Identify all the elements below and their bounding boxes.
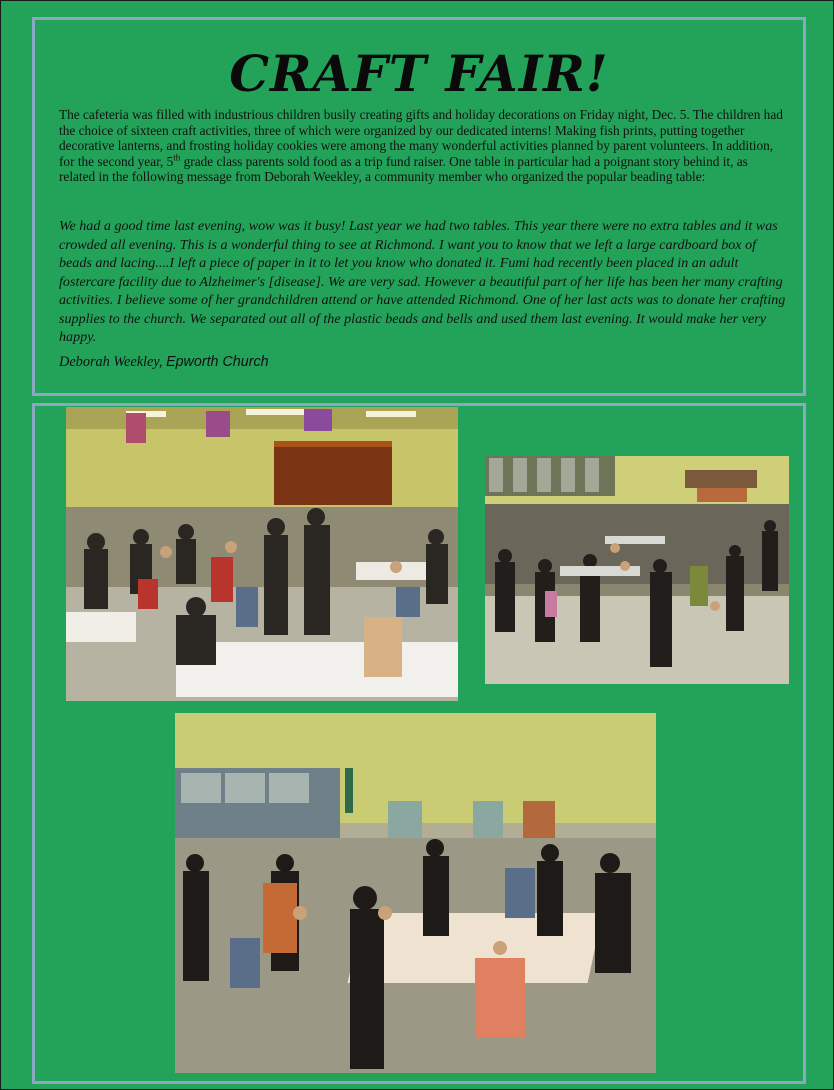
quote-paragraph: We had a good time last evening, wow was it busy! Last year we had two tables. This year there were no extra tables and it was crowded all evening. This is a wonderful thing to see at Richmond. I want you to know that we left a large cardboard box of beads and lacing....I left a piece of paper in it to let you know who donated it. Fumi had recently been placed in an adult fostercare facility due to Alzheimer's [disease]. We are very sad. However a beautiful part of her life has been her many crafting activities. I believe some of her grandchildren attend or have attended Richmond. One of her last acts was to donate her crafting supplies to the church. We separated out all of the plastic beads and bells and used them last evening. It would make her very happy. <box>59 218 786 345</box>
craft-tables-photo <box>175 713 656 1073</box>
page-title: CRAFT FAIR! <box>229 44 609 103</box>
intro-text-1: The cafeteria was filled with industrious children busily creating gifts and holiday decorations on Friday night, Dec. 5. The children had the choice of sixteen craft activities, three of which were organized by our dedicated interns! Making fish prints, putting together decorative lanterns, and frosting holiday cookies were among the many wonderful activities planned by parent volunteers. In addition, for the second year, 5 <box>59 107 783 169</box>
cafeteria-crowd-photo <box>66 407 458 701</box>
signature <box>59 354 269 371</box>
intro-paragraph <box>59 107 787 185</box>
signature-church: Epworth Church <box>166 354 269 370</box>
intro-text-2: grade class parents sold food as a trip fund raiser. One table in particular had a poignant story behind it, as related in the following message from Deborah Weekley, a community member who organized the popular beading table: <box>59 153 748 185</box>
crowded-cafeteria-photo <box>485 456 789 684</box>
intro-superscript: th <box>173 152 181 163</box>
signature-name: Deborah Weekley, <box>59 354 167 370</box>
article-panel <box>32 17 806 396</box>
